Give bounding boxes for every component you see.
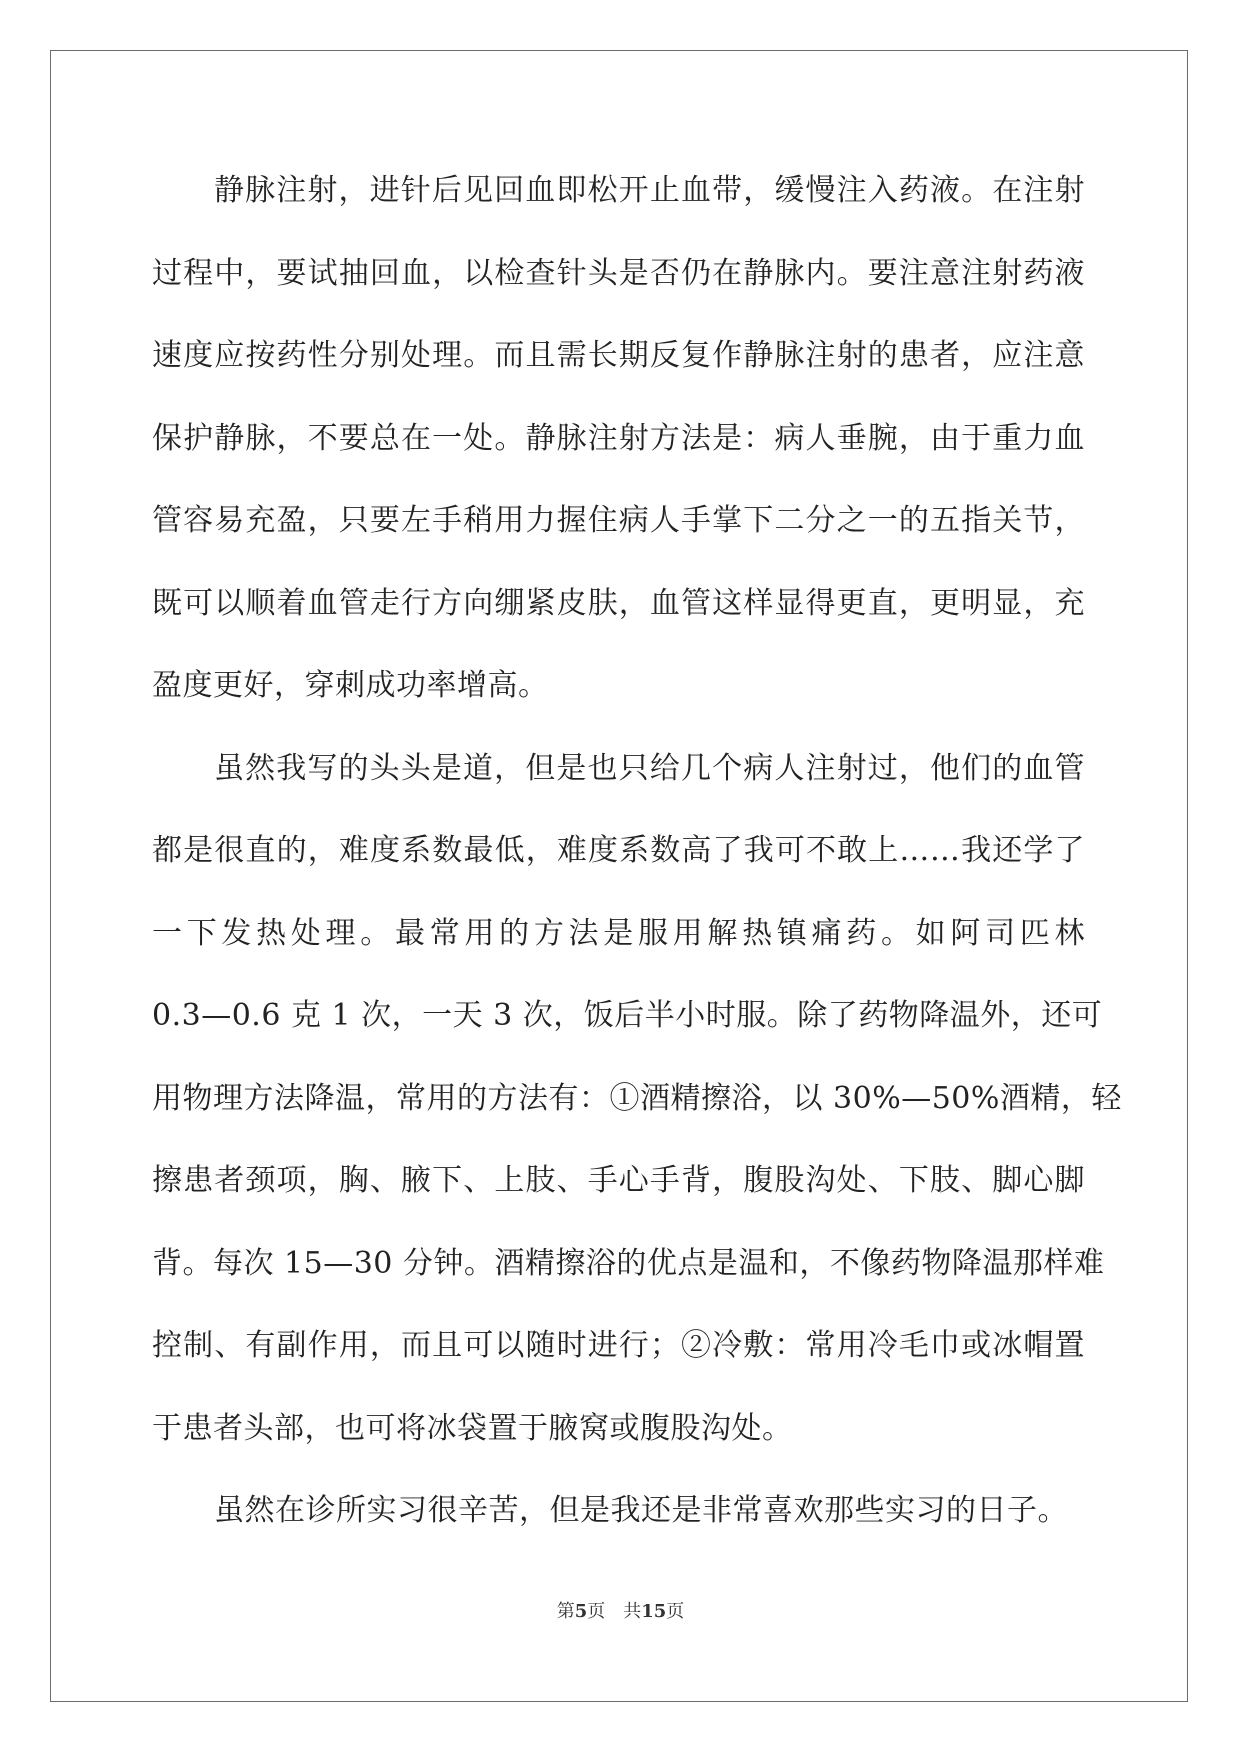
paragraph-line: 静脉注射，进针后见回血即松开止血带，缓慢注入药液。在注射 bbox=[214, 173, 1085, 208]
paragraph-line: 于患者头部，也可将冰袋置于腋窝或腹股沟处。 bbox=[152, 1410, 793, 1446]
paragraph-line: 0.3—0.6 克 1 次，一天 3 次，饭后半小时服。除了药物降温外，还可 bbox=[152, 998, 1103, 1033]
footer-total-pages: 15 bbox=[641, 1601, 667, 1622]
page-footer bbox=[0, 1597, 1241, 1623]
paragraph-line: 管容易充盈，只要左手稍用力握住病人手掌下二分之一的五指关节， bbox=[152, 503, 1085, 538]
paragraph-line: 盈度更好，穿刺成功率增高。 bbox=[152, 668, 549, 703]
paragraph-line: 保护静脉，不要总在一处。静脉注射方法是：病人垂腕，由于重力血 bbox=[152, 420, 1085, 456]
paragraph-line: 过程中，要试抽回血，以检查针头是否仍在静脉内。要注意注射药液 bbox=[152, 255, 1085, 291]
footer-page-suffix: 页 bbox=[587, 1601, 606, 1622]
footer-total-suffix: 页 bbox=[666, 1601, 685, 1622]
paragraph-line: 擦患者颈项，胸、腋下、上肢、手心手背，腹股沟处、下肢、脚心脚 bbox=[152, 1163, 1085, 1198]
paragraph-line: 速度应按药性分别处理。而且需长期反复作静脉注射的患者，应注意 bbox=[152, 338, 1085, 373]
paragraph-line: 背。每次 15—30 分钟。酒精擦浴的优点是温和，不像药物降温那样难 bbox=[152, 1245, 1105, 1281]
paragraph-line: 既可以顺着血管走行方向绷紧皮肤，血管这样显得更直，更明显，充 bbox=[152, 585, 1085, 621]
paragraph-line: 一下发热处理。最常用的方法是服用解热镇痛药。如阿司匹林 bbox=[152, 915, 1085, 951]
document-body bbox=[152, 150, 1122, 1553]
paragraph-line: 虽然我写的头头是道，但是也只给几个病人注射过，他们的血管 bbox=[214, 750, 1085, 786]
paragraph-3 bbox=[152, 1470, 1085, 1553]
paragraph-line: 都是很直的，难度系数最低，难度系数高了我可不敢上……我还学了 bbox=[152, 833, 1085, 868]
footer-page-number: 5 bbox=[574, 1601, 588, 1622]
footer-page-prefix: 第 bbox=[556, 1601, 575, 1622]
paragraph-1 bbox=[152, 150, 1085, 728]
paragraph-line: 用物理方法降温，常用的方法有：①酒精擦浴，以 30%—50%酒精，轻 bbox=[152, 1080, 1122, 1116]
paragraph-2 bbox=[152, 728, 1122, 1471]
footer-total-prefix: 共 bbox=[623, 1601, 642, 1622]
paragraph-line: 控制、有副作用，而且可以随时进行；②冷敷：常用冷毛巾或冰帽置 bbox=[152, 1328, 1085, 1363]
paragraph-line: 虽然在诊所实习很辛苦，但是我还是非常喜欢那些实习的日子。 bbox=[214, 1493, 1068, 1528]
